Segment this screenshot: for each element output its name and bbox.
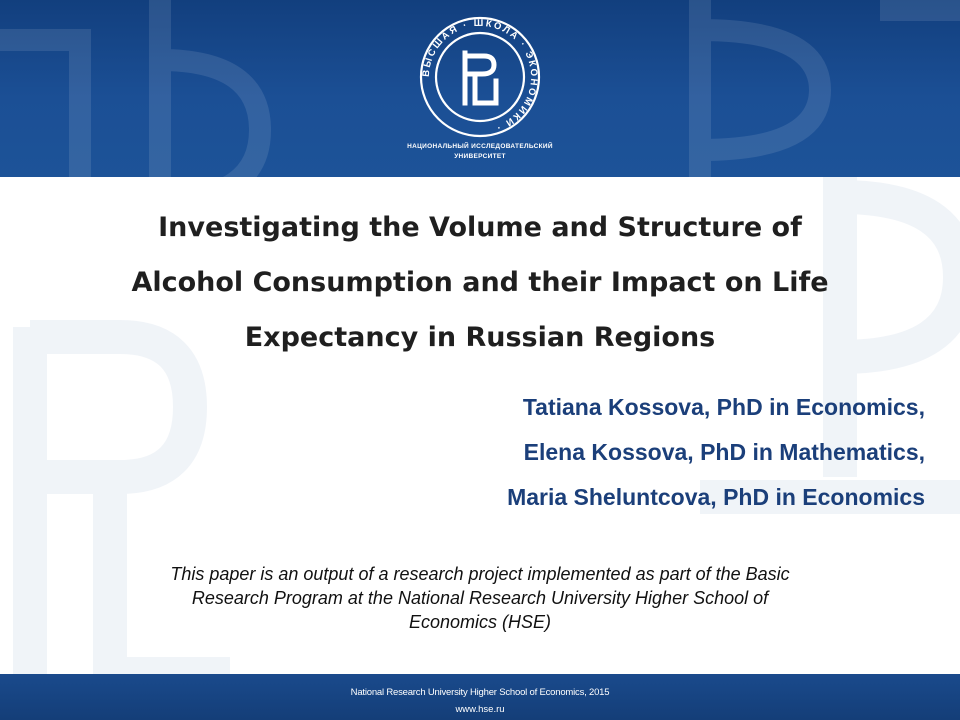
author-3: Maria Sheluntcova, PhD in Economics [507, 484, 925, 510]
hse-logo-emblem-icon [418, 15, 542, 139]
hse-logo [418, 15, 542, 139]
funding-note [80, 562, 880, 634]
logo-caption-line1: НАЦИОНАЛЬНЫЙ ИССЛЕДОВАТЕЛЬСКИЙ [407, 143, 553, 150]
note-line-2: Research Program at the National Research University Higher School of [191, 588, 769, 608]
footer-copyright: National Research University Higher School of Economics, 2015 [350, 687, 610, 698]
title-line-2: Alcohol Consumption and their Impact on Life [131, 267, 829, 298]
note-line-3: Economics (HSE) [408, 612, 552, 632]
author-1: Tatiana Kossova, PhD in Economics, [522, 394, 925, 420]
note-line-1: This paper is an output of a research project implemented as part of the Basic [170, 564, 790, 584]
header-band [0, 0, 960, 177]
logo-caption-line2: УНИВЕРСИТЕТ [454, 153, 506, 160]
slide-title [40, 200, 920, 365]
author-list [300, 385, 925, 520]
logo-caption [380, 142, 580, 162]
footer-band [0, 674, 960, 720]
logo-ring-text: ВЫСШАЯ · ШКОЛА · ЭКОНОМИКИ · [420, 17, 540, 134]
title-line-1: Investigating the Volume and Structure of [158, 212, 802, 243]
author-2: Elena Kossova, PhD in Mathematics, [523, 439, 925, 465]
footer-website-link[interactable]: www.hse.ru [455, 704, 505, 715]
title-line-3: Expectancy in Russian Regions [244, 322, 716, 353]
